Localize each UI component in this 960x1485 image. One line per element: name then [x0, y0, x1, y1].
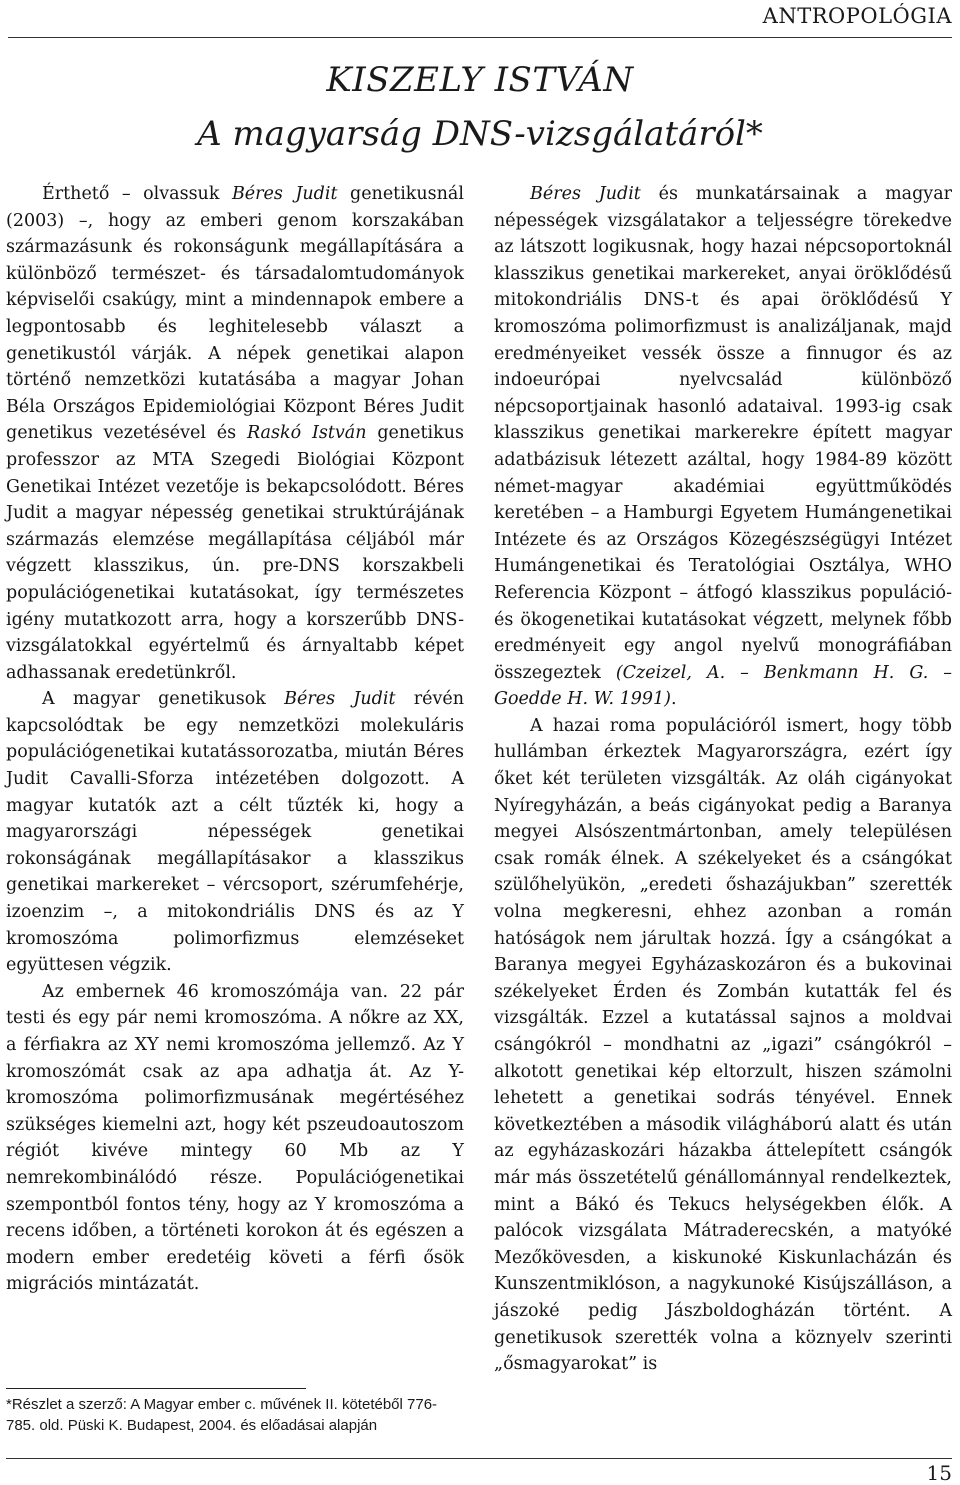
text-run: révén kapcsolódtak be egy nemzetközi molekuláris populációgenetikai kutatássorozatba, miután Béres Judit Cavalli-Sforza intézetében dolgozott. A magyar kutatók azt a célt tűzték ki, hogy a magyarországi népességek genetikai rokonságának megállapításakor a klasszikus genetikai markereket – vércsoport, szérumfehérje, izoenzim –, a mitokondriális DNS és az Y kromoszóma polimorfizmus elemzéseket együttesen végzik. [6, 689, 464, 976]
author-name: Béres Judit [284, 689, 396, 710]
text-run: Érthető – olvassuk [42, 184, 232, 204]
page-number: 15 [926, 1461, 952, 1485]
citation: (Czeizel, A. – Benkmann H. G. – Goedde H. W. 1991) [494, 662, 952, 710]
text-run: genetikus professzor az MTA Szegedi Biológiai Központ Genetikai Intézet vezetője is bekapcsolódott. Béres Judit a magyar népesség genetikai struktúrájának származás elemzése megállapítása céljából már végzett klasszikus, ún. pre-DNS korszakbeli populációgenetikai kutatásokat, így természetes igény mutatkozott arra, hogy a korszerűbb DNS-vizsgálatokkal egyértelmű és árnyaltabb képet adhassanak eredetünkről. [6, 423, 465, 683]
section-label: ANTROPOLÓGIA [762, 4, 952, 28]
text-run: genetikusnál (2003) –, hogy az emberi genom korszakában származásunk és rokonságunk megállapítására a különböző természet- és társadalomtudományok képviselői csakúgy, mint a mindennapok embere a legpontosabb és leghitelesebb választ a genetikustól várják. A népek genetikai alapon történő nemzetközi kutatásába a magyar Johan Béla Országos Epidemiológiai Központ Béres Judit genetikus vezetésével és [6, 184, 464, 444]
text-run: A magyar genetikusok [42, 689, 285, 710]
right-paragraph-1 [494, 181, 952, 713]
text-run: Az embernek 46 kromoszómája van. 22 pár testi és egy pár nemi kromoszóma. A nőkre az XX, a férfiakra az XY nemi kromoszóma jellemző. Az Y kromoszómát csak az apa adhatja át. Az Y-kromoszóma polimorfizmusának megértéséhez szükséges kiemelni azt, hogy két pszeudoautoszom régiót kivéve mintegy 60 Mb az Y nemrekombinálódó része. Populációgenetikai szempontból fontos tény, hogy az Y kromoszóma a recens időben, a történeti korokon át és egészen a modern ember eredetéig követi a férfi ősök migrációs mintázatát. [6, 981, 464, 1295]
author-name: Béres Judit [231, 184, 338, 204]
article-author: KISZELY ISTVÁN [326, 60, 634, 100]
left-paragraph-1 [6, 181, 464, 686]
left-paragraph-2 [6, 686, 464, 979]
left-paragraph-3 [6, 979, 464, 1298]
author-name: Béres Judit [530, 184, 641, 204]
header-rule [8, 37, 952, 38]
footnote-rule [6, 1388, 306, 1389]
footer-rule [6, 1458, 952, 1459]
right-column [494, 181, 952, 1378]
right-paragraph-2 [494, 713, 952, 1378]
author-name: Raskó István [246, 423, 367, 444]
text-run: . [671, 689, 677, 710]
article-title: A magyarság DNS-vizsgálatáról* [197, 114, 763, 154]
text-run: és munkatársainak a magyar népességek vizsgálatakor a teljességre törekedve az látszott logikusnak, hogy hazai népcsoportoknál klasszikus genetikai markereket, anyai öröklődésű mitokondriális DNS-t és apai öröklődésű Y kromoszóma polimorfizmust is analizáljanak, majd eredményeiket vessék össze a finnugor és az indoeurópai nyelvcsalád különböző népcsoportjainak hasonló adataival. 1993-ig csak klasszikus genetikai markerekre épített magyar adatbázisuk létezett azáltal, hogy 1984-89 között német-magyar akadémiai együttműködés keretében – a Hamburgi Egyetem Humángenetikai Intézete és az Országos Közegészségügyi Intézet Humángenetikai és Teratológiai Osztálya, WHO Referencia Központ – átfogó klasszikus populáció- és ökogenetikai kutatásokat végzett, melynek főbb eredményeit egy angol nyelvű monográfiában összegeztek [494, 184, 952, 683]
footnote: *Részlet a szerző: A Magyar ember c. művének II. kötetéből 776-785. old. Püski K. Budapest, 2004. és előadásai alapján [6, 1396, 438, 1434]
text-run: A hazai roma populációról ismert, hogy több hullámban érkeztek Magyarországra, ezért így őket két területen vizsgálták. Az oláh cigányokat Nyíregyházán, a beás cigányokat pedig a Baranya megyei Alsószentmártonban, amely településen csak romák élnek. A székelyeket és a csángókat szülőhelyükön, „eredeti őshazájukban” szerették volna megkeresni, ehhez azonban a román hatóságok nem járultak hozzá. Így a csángókat a Baranya megyei Egyházaskozáron és a bukovinai székelyeket Érden és Zombán kutatták fel és vizsgálták. Ezzel a kutatással sajnos a moldvai csángókról – mondhatni az „igazi” csángókról – alkotott genetikai kép eltorzult, hiszen számolni lehetett a genetikai sodrás tényével. Ennek következtében a második világháború alatt és után az egyházaskozári házakba áttelepített csángók már más összetételű génállománnyal rendelkeztek, mint a Bákó és Tekucs helységekben élők. A palócok vizsgálata Mátraderecskén, a matyóké Mezőkövesden, a kiskunoké Kiskunlacházán és Kunszentmiklóson, a nagykunoké Kisújszálláson, a jászoké pedig Jászboldogházán történt. A genetikusok szerették volna a köznyelv szerinti „ősmagyarokat” is [494, 715, 952, 1375]
left-column [6, 181, 464, 1298]
